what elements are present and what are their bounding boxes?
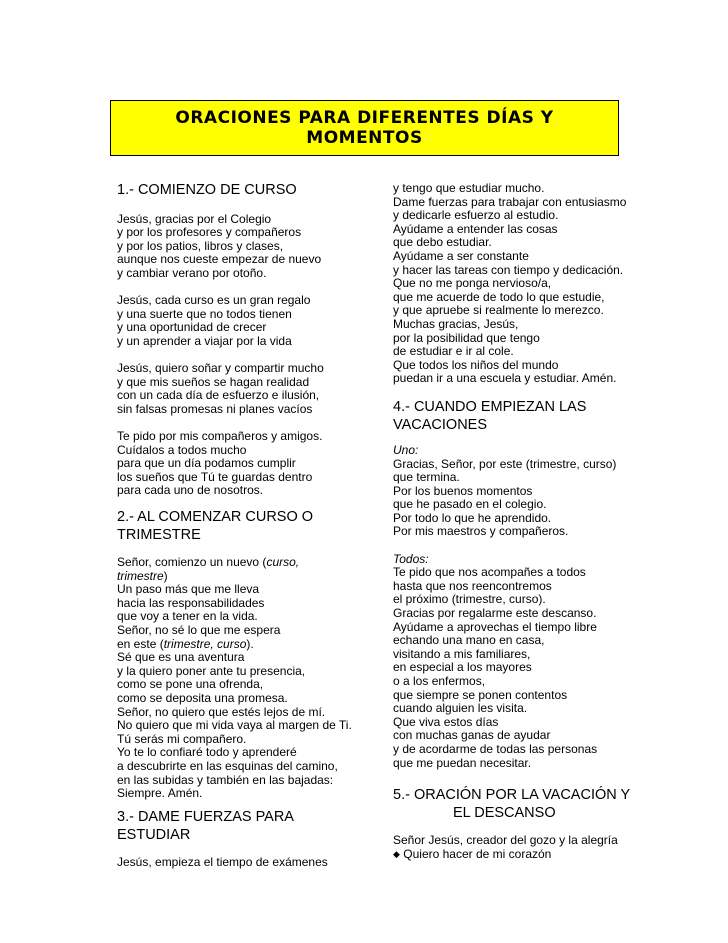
verse-line: y por los patios, libros y clases, [117,238,284,253]
verse-line: ◆ Quiero hacer de mi corazón [393,846,552,861]
section-1-paragraph-3 [117,362,365,416]
section-4-todos [393,566,633,770]
verse-line: por la posibilidad que tengo [393,330,540,345]
uno-label: Uno: [393,442,419,457]
verse-line: que he pasado en el colegio. [393,497,547,512]
verse-line: Señor, no sé lo que me espera [117,623,281,638]
verse-line: trimestre) [117,568,168,583]
verse-line: Jesús, gracias por el Colegio [117,211,272,226]
verse-line: y dedicarle esfuerzo al estudio. [393,208,559,223]
verse-line: para cada uno de nosotros. [117,483,264,498]
verse-line: Jesús, cada curso es un gran regalo [117,293,311,308]
verse-line: Que no me ponga nervioso/a, [393,276,552,291]
verse-line: Señor, no quiero que estés lejos de mí. [117,704,326,719]
section-1-paragraph-4 [117,430,365,498]
verse-line: Ayúdame a aprovechas el tiempo libre [393,619,597,634]
verse-line: Tú serás mi compañero. [117,731,247,746]
verse-line: que voy a tener en la vida. [117,609,258,624]
title-banner [110,100,619,156]
section-3-heading-line-1: 3.- DAME FUERZAS PARA [117,808,294,825]
verse-line: Gracias, Señor, por este (trimestre, curso) [393,456,617,471]
verse-line: Te pido por mis compañeros y amigos. [117,429,323,444]
title-line-2: MOMENTOS [306,128,423,148]
verse-line: Dame fuerzas para trabajar con entusiasmo [393,194,627,209]
section-4-uno [393,458,633,540]
verse-line: hacia las responsabilidades [117,595,265,610]
verse-line: y que mis sueños se hagan realidad [117,374,310,389]
section-5-heading-line-2: EL DESCANSO [453,805,556,822]
section-3-heading-line-2: ESTUDIAR [117,826,191,843]
verse-line: y una suerte que no todos tienen [117,306,292,321]
verse-line: echando una mano en casa, [393,633,545,648]
verse-line: Muchas gracias, Jesús, [393,316,519,331]
verse-line: Siempre. Amén. [117,786,203,801]
verse-line: con un cada día de esfuerzo e ilusión, [117,388,320,403]
verse-line: Por todo lo que he aprendido. [393,510,552,525]
title-line-1: ORACIONES PARA DIFERENTES DÍAS Y [175,108,554,128]
verse-line: puedan ir a una escuela y estudiar. Amén. [393,371,617,386]
verse-line: sin falsas promesas ni planes vacíos [117,401,313,416]
verse-line: No quiero que mi vida vaya al margen de Ti. [117,718,352,733]
verse-line: visitando a mis familiares, [393,646,531,661]
verse-line: Que viva estos días [393,714,499,729]
verse-line: aunque nos cueste empezar de nuevo [117,252,322,267]
verse-line: que siempre se ponen contentos [393,687,568,702]
verse-line: como se pone una ofrenda, [117,677,264,692]
verse-line: Jesús, empieza el tiempo de exámenes [117,854,328,869]
left-column [117,182,365,869]
verse-line: que debo estudiar. [393,235,492,250]
section-1-heading: 1.- COMIENZO DE CURSO [117,182,297,198]
verse-line: Señor, comienzo un nuevo (curso, [117,555,300,570]
verse-line: Ayúdame a entender las cosas [393,221,558,236]
right-column [393,182,633,861]
section-4-heading-line-2: VACACIONES [393,416,488,433]
verse-line: como se deposita una promesa. [117,691,288,705]
verse-line: en este (trimestre, curso). [117,636,254,651]
verse-line: Yo te lo confiaré todo y aprenderé [117,745,297,760]
section-5-heading-line-1: 5.- ORACIÓN POR LA VACACIÓN Y [393,787,631,804]
section-2-heading-line-2: TRIMESTRE [117,527,201,544]
verse-line: para que un día podamos cumplir [117,456,296,471]
verse-line: hasta que nos reencontremos [393,578,552,593]
verse-line: el próximo (trimestre, curso). [393,592,546,607]
verse-line: Cuídalos a todos mucho [117,442,247,457]
verse-line: que me puedan necesitar. [393,755,532,770]
verse-line: Jesús, quiero soñar y compartir mucho [117,361,324,376]
section-2-body [117,556,365,801]
verse-line: Por mis maestros y compañeros. [393,524,569,539]
section-2-heading-line-1: 2.- AL COMENZAR CURSO O [117,509,314,526]
verse-line: y la quiero poner ante tu presencia, [117,663,306,678]
verse-line: de estudiar e ir al cole. [393,344,514,359]
verse-line: Te pido que nos acompañes a todos [393,565,586,580]
verse-line: y hacer las tareas con tiempo y dedicación. [393,262,624,277]
verse-line: Que todos los niños del mundo [393,357,559,372]
verse-line: a descubrirte en las esquinas del camino, [117,758,338,773]
verse-line: Señor Jesús, creador del gozo y la alegría [393,833,618,848]
verse-line: y cambiar verano por otoño. [117,265,267,280]
section-4-heading-line-1: 4.- CUANDO EMPIEZAN LAS [393,398,587,415]
verse-line: Por los buenos momentos [393,483,533,498]
verse-line: Gracias por regalarme este descanso. [393,606,597,621]
verse-line: y de acordarme de todas las personas [393,741,598,756]
verse-line: en las subidas y también en las bajadas: [117,772,334,787]
verse-line: los sueños que Tú te guardas dentro [117,469,313,484]
verse-line: con muchas ganas de ayudar [393,728,551,743]
verse-line: Sé que es una aventura [117,650,245,665]
verse-line: que me acuerde de todo lo que estudie, [393,289,605,304]
verse-line: y una oportunidad de crecer [117,320,267,335]
verse-line: y que apruebe si realmente lo merezco. [393,303,604,318]
verse-line: o a los enfermos, [393,674,486,688]
verse-line: y tengo que estudiar mucho. [393,181,545,195]
todos-label: Todos: [393,551,429,566]
verse-line: cuando alguien les visita. [393,701,528,716]
verse-line: en especial a los mayores [393,660,532,675]
verse-line: Un paso más que me lleva [117,582,260,597]
verse-line: y un aprender a viajar por la vida [117,333,292,348]
section-1-paragraph-2 [117,294,365,348]
section-1-paragraph-1 [117,213,365,281]
diamond-bullet-icon: ◆ [393,848,400,859]
verse-line: Ayúdame a ser constante [393,248,529,263]
verse-line: y por los profesores y compañeros [117,225,302,240]
section-3-continued [393,182,633,386]
verse-line: que termina. [393,470,460,485]
